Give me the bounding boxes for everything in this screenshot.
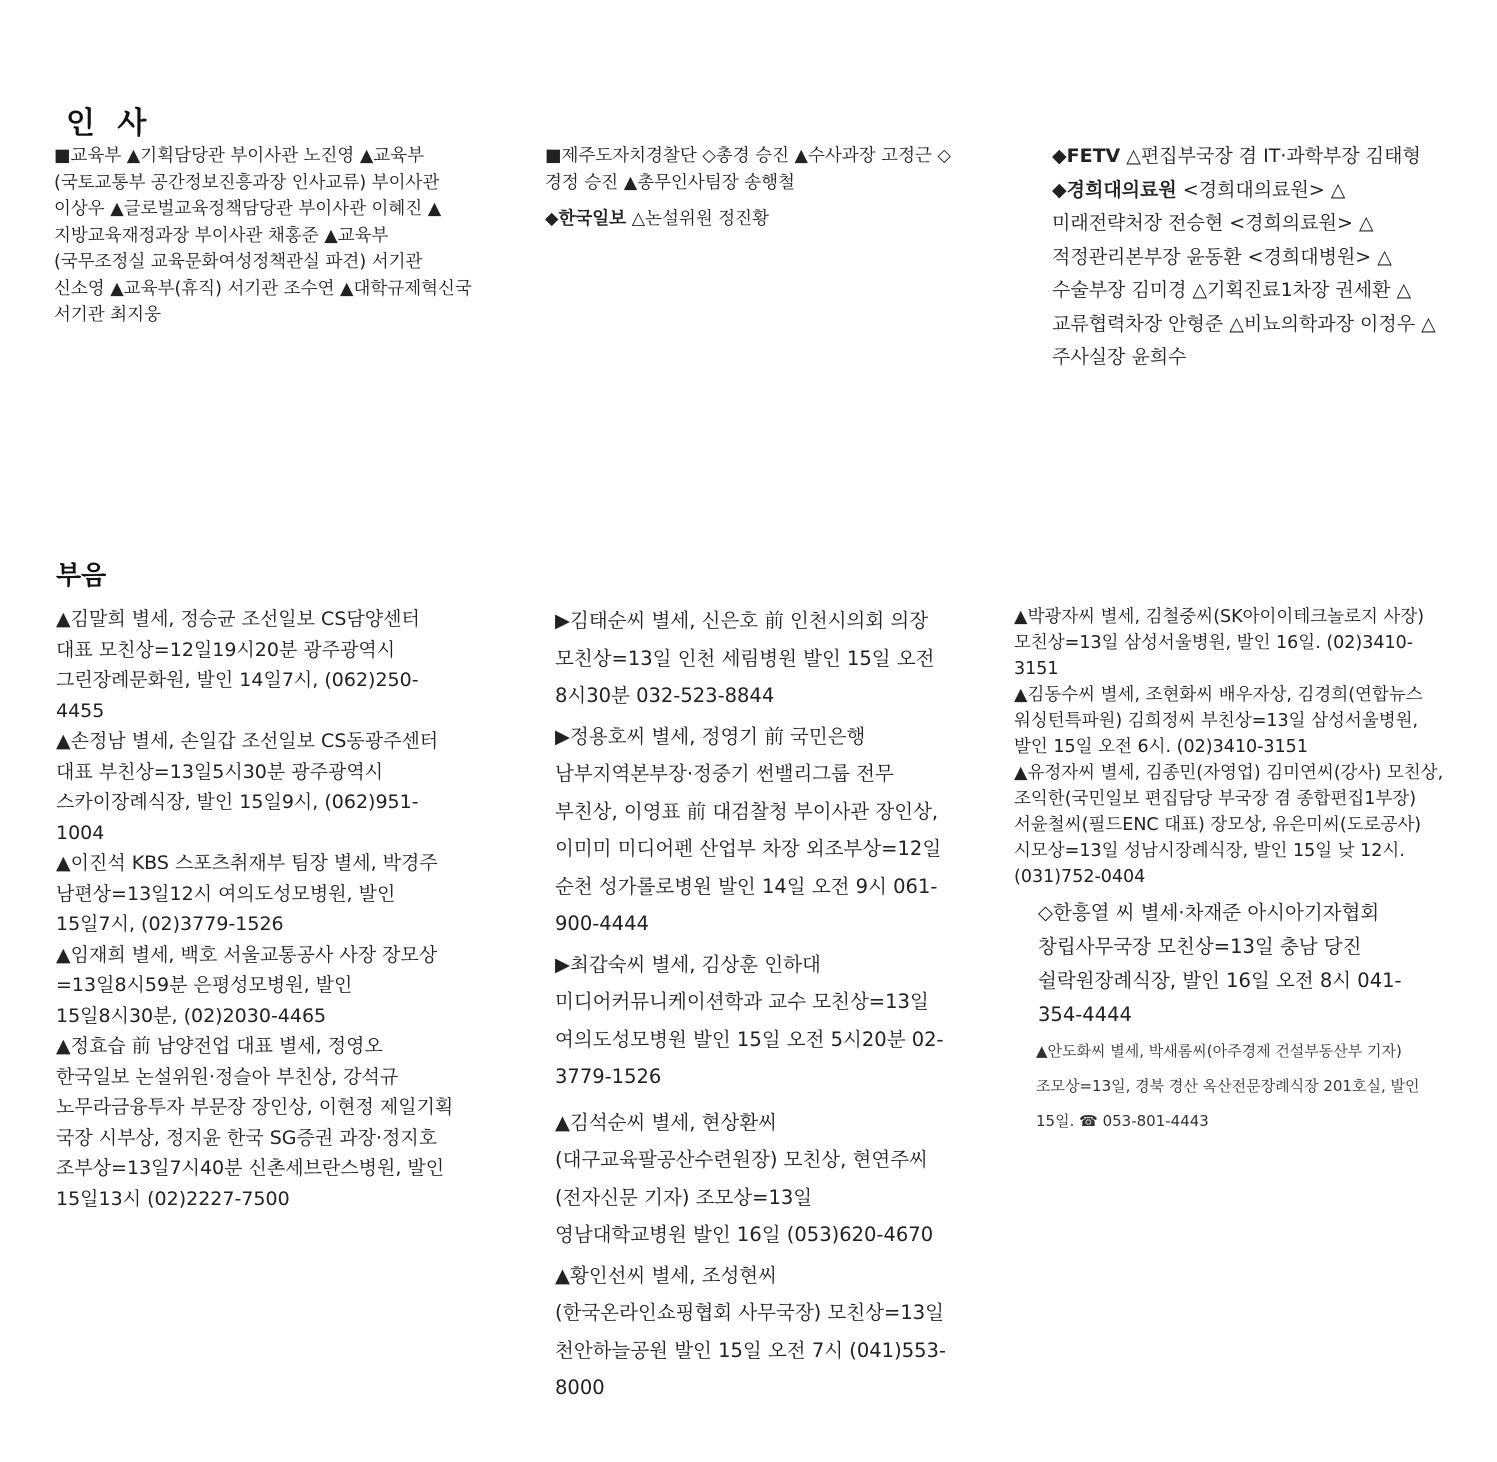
insa-entry-fetv — [1052, 140, 1447, 174]
insa-column-2 — [545, 143, 965, 233]
obituary-entry: ▶김태순씨 별세, 신은호 前 인천시의회 의장 모친상=13일 인천 세림병원 발인 15일 오전 8시30분 032-523-8844 — [555, 609, 935, 707]
org-name: ◆경희대의료원 — [1052, 178, 1177, 201]
insa-entry-jeju-police: ■제주도자치경찰단 ◇총경 승진 ▲수사과장 고정근 ◇경정 승진 ▲총무인사팀장 송행철 — [545, 146, 951, 193]
obituary-entry: ▲이진석 KBS 스포츠취재부 팀장 별세, 박경주 남편상=13일12시 여의도성모병원, 발인 15일7시, (02)3779-1526 — [56, 852, 438, 935]
org-name: ◆FETV — [1052, 145, 1121, 167]
obituary-entry: ▲손정남 별세, 손일갑 조선일보 CS동광주센터 대표 부친상=13일5시30분 광주광역시 스카이장례식장, 발인 15일9시, (062)951-1004 — [56, 730, 439, 844]
bueum-column-2 — [555, 602, 950, 1407]
bueum-column-1 — [56, 604, 456, 1214]
insa-entry-kyunghee — [1052, 174, 1447, 375]
obituary-entry: ▲황인선씨 별세, 조성현씨(한국온라인쇼핑협회 사무국장) 모친상=13일 천안하늘공원 발인 15일 오전 7시 (041)553-8000 — [555, 1263, 946, 1399]
insa-entry-education-ministry: ■교육부 ▲기획담당관 부이사관 노진영 ▲교육부(국토교통부 공간정보진흥과장 인사교류) 부이사관 이상우 ▲글로벌교육정책담당관 부이사관 이혜진 ▲지방교육재정과장 부이사관 채홍준 ▲교육부(국무조정실 교육문화여성정책관실 파견) 서기관 신소영 ▲교육부(휴직) 서기관 조수연 ▲대학규제혁신국 서기관 최지웅 — [54, 146, 472, 325]
insa-column-1 — [54, 143, 472, 329]
obituary-entry: ▶정용호씨 별세, 정영기 前 국민은행 남부지역본부장·정중기 썬밸리그룹 전무 부친상, 이영표 前 대검찰청 부이사관 장인상, 이미미 미디어펜 산업부 차장 외조부상=12일 순천 성가롤로병원 발인 14일 오전 9시 061-900-4444 — [555, 724, 942, 935]
obituary-entry: ▶최갑숙씨 별세, 김상훈 인하대 미디어커뮤니케이션학과 교수 모친상=13일 여의도성모병원 발인 15일 오전 5시20분 02-3779-1526 — [555, 952, 944, 1088]
section-heading-insa: 인 사 — [66, 106, 153, 141]
obituary-entry: ▲김말희 별세, 정승균 조선일보 CS담양센터 대표 모친상=12일19시20분 광주광역시 그린장례문화원, 발인 14일7시, (062)250-4455 — [56, 608, 420, 722]
obituary-entry: ▲유정자씨 별세, 김종민(자영업) 김미연씨(강사) 모친상, 조익한(국민일보 편집담당 부국장 겸 종합편집1부장) 서윤철씨(필드ENC 대표) 장모상, 유은미씨(도로공사) 시모상=13일 성남시장례식장, 발인 15일 낮 12시. (031)752-0404 — [1014, 763, 1444, 887]
obituary-entry: ▲김동수씨 별세, 조현화씨 배우자상, 김경희(연합뉴스 워싱턴특파원) 김희정씨 부친상=13일 삼성서울병원, 발인 15일 오전 6시. (02)3410-3151 — [1014, 685, 1423, 757]
entry-text: △논설위원 정진황 — [626, 209, 769, 229]
obituary-entry: ▲박광자씨 별세, 김철중씨(SK아이이테크놀로지 사장) 모친상=13일 삼성서울병원, 발인 16일. (02)3410-3151 — [1014, 607, 1425, 679]
obituary-entry: ◇한흥열 씨 별세·차재준 아시아기자협회 창립사무국장 모친상=13일 충남 당진 쉴락원장례식장, 발인 16일 오전 8시 041-354-4444 — [1038, 901, 1402, 1026]
obituary-entry: ▲김석순씨 별세, 현상환씨(대구교육팔공산수련원장) 모친상, 현연주씨(전자신문 기자) 조모상=13일 영남대학교병원 발인 16일 (053)620-4670 — [555, 1110, 934, 1246]
insa-column-3 — [1052, 140, 1447, 375]
insa-entry-hankook-ilbo — [545, 206, 965, 233]
bueum-column-3 — [1014, 604, 1444, 1139]
obituary-entry: ▲안도화씨 별세, 박새롬씨(아주경제 건설부동산부 기자) 조모상=13일, 경북 경산 옥산전문장례식장 201호실, 발인 15일. ☎ 053-801-4443 — [1036, 1042, 1420, 1130]
obituary-entry: ▲임재희 별세, 백호 서울교통공사 사장 장모상=13일8시59분 은평성모병원, 발인 15일8시30분, (02)2030-4465 — [56, 943, 438, 1027]
entry-text: △편집부국장 겸 IT·과학부장 김태형 — [1120, 145, 1421, 167]
obituary-entry: ▲정효습 前 남양전업 대표 별세, 정영오 한국일보 논설위원·정슬아 부친상, 강석규 노무라금융투자 부문장 장인상, 이현정 제일기획 국장 시부상, 정지윤 한국 SG증권 과장·정지호 조부상=13일7시40분 신촌세브란스병원, 발인 15일13시 (02)2227-7500 — [56, 1035, 454, 1210]
org-name: ◆한국일보 — [545, 209, 627, 229]
section-heading-bueum: 부음 — [56, 561, 107, 591]
entry-text: <경희대의료원> △미래전략처장 전승현 <경희의료원> △적정관리본부장 윤동환 <경희대병원> △수술부장 김미경 △기획진료1차장 권세환 △교류협력차장 안형준 △비뇨의학과장 이정우 △주사실장 윤희수 — [1052, 178, 1436, 368]
